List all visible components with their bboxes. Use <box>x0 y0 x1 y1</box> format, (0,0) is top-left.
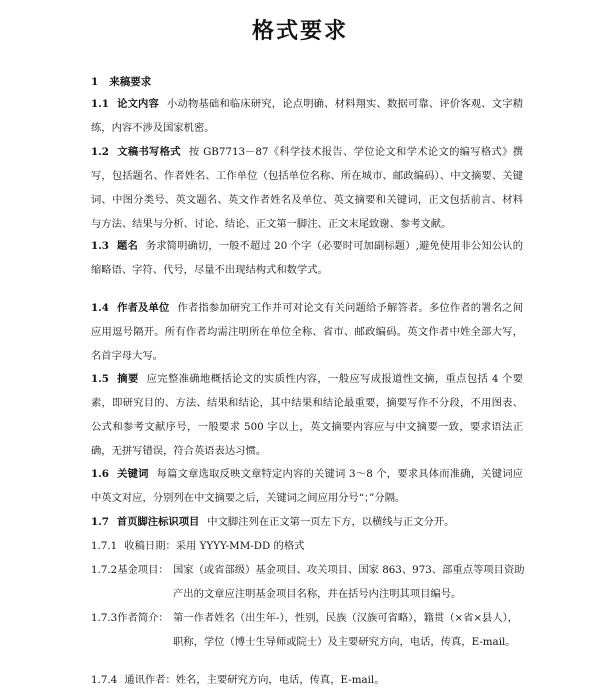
item-text: 小动物基础和临床研究，论点明确、材料翔实、数据可靠、评价客观、文字精练，内容不涉及国家机密。 <box>91 98 524 134</box>
item-text: 务求简明确切，一般不超过 20 个字（必要时可加副标题）,避免使用非公知公认的缩略语、字符、代号，尽量不出现结构式和数学式。 <box>91 240 523 276</box>
item-label: 关键词 <box>116 468 149 480</box>
item-text: 中文脚注列在正文第一页左下方，以横线与正文分开。 <box>207 516 455 528</box>
subitem-number: 1.7.2 <box>91 564 118 576</box>
subitem-lead <box>91 606 169 630</box>
subitem-lead <box>91 558 169 582</box>
item-number: 1.4 <box>91 302 109 314</box>
subitem-number: 1.7.4 <box>91 674 118 686</box>
item-text: 应完整准确地概括论文的实质性内容，一般应写成报道性文摘，重点包括 4 个要素，即研究目的、方法、结果和结论，其中结果和结论最重要，摘要写作不分段，不用图表、公式和参考文献序号，一般要求 500 字以上，英文摘要内容应与中文摘要一致，要求语法正确，无拼写错误，符合英语表达习惯。 <box>91 373 523 457</box>
paragraph-1-3 <box>91 234 523 282</box>
item-label: 作者及单位 <box>116 302 170 314</box>
item-text: 按 GB7713－87《科学技术报告、学位论文和学术论文的编写格式》撰写，包括题名、作者姓名、工作单位（包括单位名称、所在城市、邮政编码）、中文摘要、关键词、中图分类号、英文题名、英文作者姓名及单位、英文摘要和关键词，正文包括前言、材料与方法、结果与分析、讨论、结论、正文第一脚注、正文末尾致谢、参考文献。 <box>91 146 524 230</box>
item-number: 1.5 <box>91 373 109 385</box>
subitem-text: 第一作者姓名（出生年-），性别，民族（汉族可省略），籍贯（×省×县人），职称，学位（博士生导师或院士）及主要研究方向，电话，传真，E-mail。 <box>173 612 519 648</box>
paragraph-1-2 <box>91 140 523 236</box>
section-heading <box>91 74 151 89</box>
subitem-1-7-2 <box>91 558 531 606</box>
item-label: 论文内容 <box>116 98 160 110</box>
item-text: 每篇文章选取反映文章特定内容的关键词 3～8 个，要求具体而准确，关键词应中英文对应，分别列在中文摘要之后，关键词之间应用分号“；”分隔。 <box>91 468 523 504</box>
section-label: 来稿要求 <box>109 76 152 88</box>
item-number: 1.1 <box>91 98 109 110</box>
item-text: 作者指参加研究工作并可对论文有关问题给予解答者。多位作者的署名之间应用逗号隔开。所有作者均需注明所在单位全称、省市、邮政编码。英文作者中姓全部大写，名首字母大写。 <box>91 302 524 362</box>
subitem-text: 采用 YYYY-MM-DD 的格式 <box>175 540 305 552</box>
item-label: 首页脚注标识项目 <box>116 516 200 528</box>
subitem-label: 通讯作者： <box>124 674 176 686</box>
item-number: 1.6 <box>91 468 109 480</box>
item-number: 1.7 <box>91 516 109 528</box>
subitem-text: 国家（或省部级）基金项目、攻关项目、国家 863、973、部重点等项目资助产出的文章应注明基金项目名称，并在括号内注明其项目编号。 <box>173 564 525 600</box>
subitem-text: 姓名，主要研究方向，电话，传真，E-mail。 <box>175 674 385 686</box>
page-title: 格式要求 <box>251 19 348 44</box>
subitem-label: 收稿日期： <box>124 540 176 552</box>
paragraph-1-7 <box>91 510 523 534</box>
section-number: 1 <box>91 76 99 88</box>
item-label: 文稿书写格式 <box>116 146 181 158</box>
subitem-number: 1.7.1 <box>91 540 118 552</box>
item-number: 1.3 <box>91 240 109 252</box>
subitem-label: 基金项目： <box>117 564 169 576</box>
paragraph-1-6 <box>91 462 523 510</box>
subitem-number: 1.7.3 <box>91 612 118 624</box>
item-number: 1.2 <box>91 146 109 158</box>
paragraph-1-4 <box>91 296 523 368</box>
item-label: 题名 <box>116 240 138 252</box>
paragraph-1-1 <box>91 92 523 140</box>
subitem-1-7-1 <box>91 534 531 558</box>
paragraph-1-5 <box>91 367 523 463</box>
subitem-1-7-4 <box>91 668 531 692</box>
subitem-label: 作者简介： <box>117 612 169 624</box>
item-label: 摘要 <box>116 373 139 385</box>
